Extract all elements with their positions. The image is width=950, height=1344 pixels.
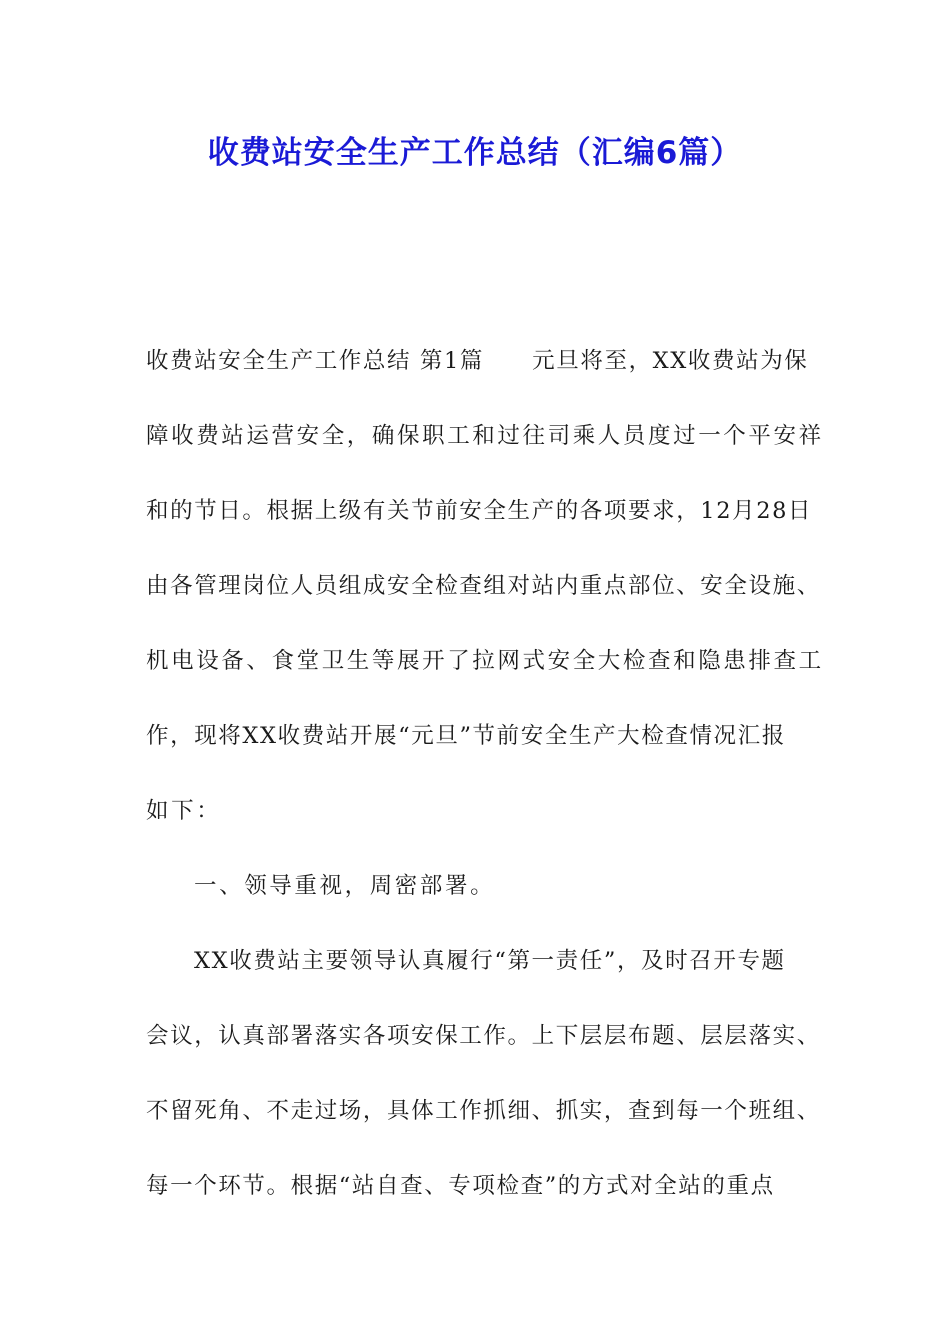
body-line: 机电设备、食堂卫生等展开了拉网式安全大检查和隐患排查工 [146,648,824,674]
document-body [146,338,826,1238]
body-line: 会议，认真部署落实各项安保工作。上下层层布题、层层落实、 [146,1023,821,1049]
document-title: 收费站安全生产工作总结（汇编6篇） [207,135,743,171]
body-line: 不留死角、不走过场，具体工作抓细、抓实，查到每一个班组、 [146,1098,821,1124]
body-line: 收费站安全生产工作总结 第1篇 元旦将至，XX收费站为保 [146,348,809,374]
section-heading: 一、领导重视，周密部署。 [194,873,496,899]
body-line: 和的节日。根据上级有关节前安全生产的各项要求，12月28日 [146,498,813,524]
body-line: 由各管理岗位人员组成安全检查组对站内重点部位、安全设施、 [146,573,821,599]
body-line: 作，现将XX收费站开展“元旦”节前安全生产大检查情况汇报 [146,723,786,749]
body-line: 如下： [146,798,222,824]
body-line: 障收费站运营安全，确保职工和过往司乘人员度过一个平安祥 [146,423,824,449]
body-line: XX收费站主要领导认真履行“第一责任”，及时召开专题 [194,948,786,974]
body-line: 每一个环节。根据“站自查、专项检查”的方式对全站的重点 [146,1173,775,1199]
